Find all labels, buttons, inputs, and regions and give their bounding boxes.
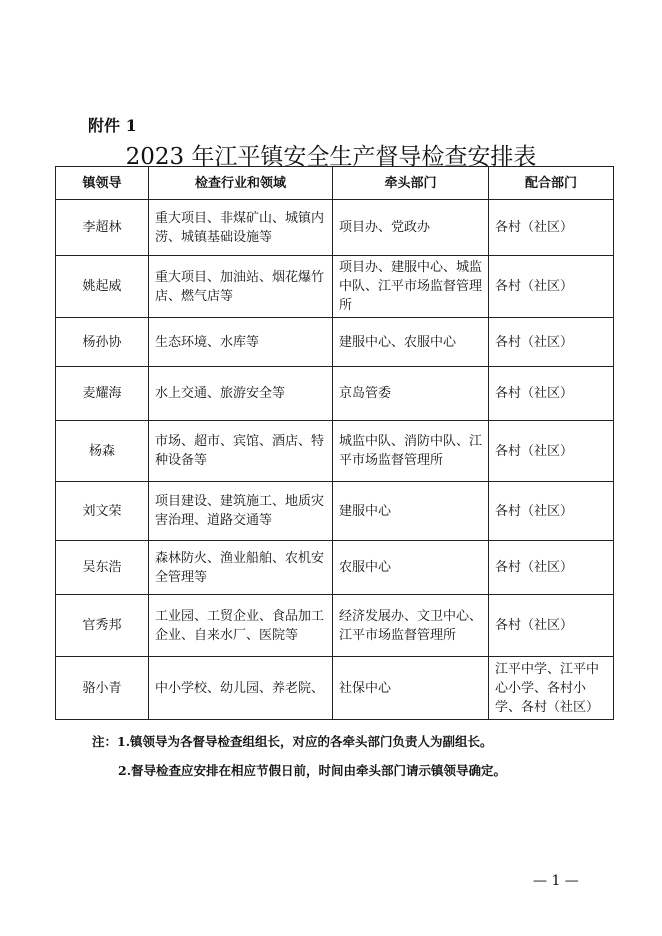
table-row <box>56 541 614 595</box>
area-cell: 项目建设、建筑施工、地质灾害治理、道路交通等 <box>149 482 333 541</box>
leader-cell: 麦耀海 <box>56 367 149 421</box>
area-cell: 工业园、工贸企业、食品加工企业、自来水厂、医院等 <box>149 595 333 657</box>
column-header-leader: 镇领导 <box>56 167 149 200</box>
column-header-support-dept: 配合部门 <box>489 167 614 200</box>
leader-cell: 杨森 <box>56 421 149 482</box>
leader-cell: 姚起威 <box>56 256 149 318</box>
leader-cell: 刘文荣 <box>56 482 149 541</box>
support-dept-cell: 各村（社区） <box>489 318 614 367</box>
support-dept-cell: 各村（社区） <box>489 541 614 595</box>
lead-dept-cell: 社保中心 <box>333 657 489 720</box>
area-cell: 生态环境、水库等 <box>149 318 333 367</box>
document-title: 2023 年江平镇安全生产督导检查安排表 <box>125 144 537 170</box>
lead-dept-cell: 建服中心 <box>333 482 489 541</box>
table-row <box>56 657 614 720</box>
lead-dept-cell: 项目办、建服中心、城监中队、江平市场监督管理所 <box>333 256 489 318</box>
leader-cell: 杨孙协 <box>56 318 149 367</box>
lead-dept-cell: 经济发展办、文卫中心、江平市场监督管理所 <box>333 595 489 657</box>
area-cell: 水上交通、旅游安全等 <box>149 367 333 421</box>
support-dept-cell: 江平中学、江平中心小学、各村小学、各村（社区） <box>489 657 614 720</box>
leader-cell: 李超林 <box>56 200 149 256</box>
area-cell: 森林防火、渔业船舶、农机安全管理等 <box>149 541 333 595</box>
support-dept-cell: 各村（社区） <box>489 595 614 657</box>
lead-dept-cell: 城监中队、消防中队、江平市场监督管理所 <box>333 421 489 482</box>
lead-dept-cell: 农服中心 <box>333 541 489 595</box>
support-dept-cell: 各村（社区） <box>489 367 614 421</box>
leader-cell: 骆小青 <box>56 657 149 720</box>
table-row <box>56 421 614 482</box>
table-row <box>56 318 614 367</box>
area-cell: 重大项目、非煤矿山、城镇内涝、城镇基础设施等 <box>149 200 333 256</box>
inspection-schedule-table <box>55 166 614 720</box>
support-dept-cell: 各村（社区） <box>489 200 614 256</box>
area-cell: 市场、超市、宾馆、酒店、特种设备等 <box>149 421 333 482</box>
column-header-area: 检查行业和领域 <box>149 167 333 200</box>
support-dept-cell: 各村（社区） <box>489 421 614 482</box>
table-row <box>56 595 614 657</box>
page-number: — 1 — <box>533 873 579 889</box>
table-row <box>56 367 614 421</box>
area-cell: 中小学校、幼儿园、养老院、 <box>149 657 333 720</box>
area-cell: 重大项目、加油站、烟花爆竹店、燃气店等 <box>149 256 333 318</box>
table-header-row <box>56 167 614 200</box>
table-row <box>56 200 614 256</box>
note-line-2: 2.督导检查应安排在相应节假日前，时间由牵头部门请示镇领导确定。 <box>118 763 507 778</box>
note-line-1: 注：1.镇领导为各督导检查组组长，对应的各牵头部门负责人为副组长。 <box>92 734 493 749</box>
lead-dept-cell: 项目办、党政办 <box>333 200 489 256</box>
leader-cell: 官秀邦 <box>56 595 149 657</box>
support-dept-cell: 各村（社区） <box>489 482 614 541</box>
leader-cell: 吴东浩 <box>56 541 149 595</box>
table-row <box>56 482 614 541</box>
lead-dept-cell: 建服中心、农服中心 <box>333 318 489 367</box>
lead-dept-cell: 京岛管委 <box>333 367 489 421</box>
support-dept-cell: 各村（社区） <box>489 256 614 318</box>
attachment-label: 附件 1 <box>88 116 137 135</box>
table-row <box>56 256 614 318</box>
column-header-lead-dept: 牵头部门 <box>333 167 489 200</box>
